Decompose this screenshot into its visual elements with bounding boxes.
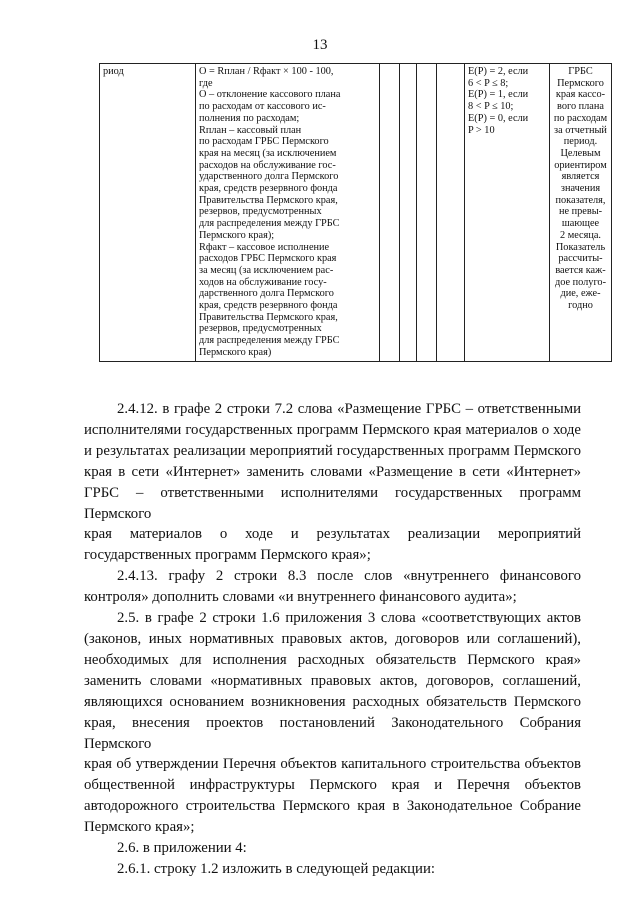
formula-line: Правительства Пермского края,	[199, 311, 338, 323]
note-line: за отчетный	[554, 124, 607, 136]
formula-line: дарственного долга Пермского	[199, 288, 334, 300]
empty-cell	[437, 64, 465, 362]
paragraph	[84, 566, 581, 608]
formula-line: края, средств резервного фонда	[199, 300, 338, 312]
formula-line: резервов, предусмотренных	[199, 323, 322, 335]
empty-cell	[380, 64, 400, 362]
formula-line: O – отклонение кассового плана	[199, 89, 341, 101]
formula-line: O = Rплан / Rфакт × 100 - 100,	[199, 66, 334, 77]
note-line: 2 месяца.	[559, 229, 602, 241]
note-line: по расходам	[553, 112, 608, 124]
table-row	[100, 64, 612, 362]
score-line: P > 10	[468, 124, 495, 136]
score-line: E(P) = 2, если	[468, 66, 529, 77]
note-line: края кассо-	[555, 89, 606, 101]
note-line: годно	[568, 300, 593, 312]
period-text: риод	[103, 66, 124, 77]
formula-line: по расходам от кассового ис-	[199, 101, 326, 113]
paragraph-line: края, внесения проектов постановлений Законодательного Собрания Пермского	[84, 714, 581, 752]
score-line: 6 < P ≤ 8;	[468, 77, 509, 89]
note-line: является	[561, 171, 600, 183]
formula-line: расходов на обслуживание гос-	[199, 159, 336, 171]
page-number: 13	[312, 37, 328, 53]
score-line: E(P) = 1, если	[468, 89, 529, 101]
formula-line: Rплан – кассовый план	[199, 124, 302, 136]
paragraph-line: заменить словами «нормативных правовых актов, договоров, соглашений,	[84, 672, 581, 689]
note-line: дие, еже-	[560, 288, 601, 300]
formula-line: расходов ГРБС Пермского края	[199, 253, 337, 265]
empty-cell	[417, 64, 437, 362]
note-line: ориентиром	[554, 159, 607, 171]
note-line: не превы-	[558, 206, 603, 218]
formula-line: ходов на обслуживание госу-	[199, 276, 327, 288]
formula-line: полнения по расходам;	[199, 112, 300, 124]
note-line: вого плана	[557, 101, 604, 113]
paragraph	[84, 859, 581, 880]
paragraph-line: 2.6. в приложении 4:	[117, 840, 247, 857]
formula-line: Пермского края)	[199, 346, 272, 358]
formula-line: края на месяц (за исключением	[199, 147, 337, 159]
paragraph-line: 2.4.13. графу 2 строки 8.3 после слов «внутреннего финансового	[117, 568, 581, 585]
note-line: шающее	[561, 218, 600, 230]
paragraph-line: необходимых для исполнения расходных обязательств Пермского края»	[84, 651, 581, 668]
paragraph	[84, 608, 581, 838]
paragraph-line: 2.4.12. в графе 2 строки 7.2 слова «Размещение ГРБС – ответственными	[117, 401, 581, 417]
paragraph-line: края об утверждении Перечня объектов капитального строительства объектов	[84, 756, 581, 773]
note-line: Целевым	[560, 147, 601, 159]
paragraph-line: Пермского края»;	[84, 819, 195, 836]
note-line: значения	[560, 183, 601, 195]
note-line: период.	[563, 136, 598, 148]
paragraph-line: и результатах реализации мероприятий государственных программ Пермского	[84, 442, 581, 459]
formula-line: для распределения между ГРБС	[199, 335, 340, 347]
note-line: Пермского	[557, 77, 604, 89]
paragraph-line: (законов, иных нормативных правовых актов, договоров или соглашений),	[84, 630, 581, 647]
formula-cell	[196, 64, 380, 362]
paragraph-line: ГРБС – ответственными исполнителями государственных программ Пермского	[84, 484, 581, 522]
note-line: Показатель	[555, 241, 606, 253]
note-line: вается каж-	[555, 264, 606, 276]
note-line: показателя,	[555, 194, 606, 206]
note-line: дое полуго-	[554, 276, 606, 288]
paragraph-line: края в сети «Интернет» заменить словами «Размещение в сети «Интернет»	[84, 463, 581, 480]
paragraph-line: 2.6.1. строку 1.2 изложить в следующей редакции:	[117, 860, 436, 877]
paragraph-line: являющихся основанием возникновения расходных обязательств Пермского	[84, 693, 581, 710]
score-line: 8 < P ≤ 10;	[468, 101, 514, 113]
paragraph	[84, 838, 581, 859]
note-cell	[550, 64, 612, 362]
note-line: ГРБС	[568, 66, 593, 77]
paragraph-line: общественной инфраструктуры Пермского края и Перечня объектов	[84, 777, 581, 794]
score-line: E(P) = 0, если	[468, 112, 529, 124]
formula-line: края, средств резервного фонда	[199, 183, 338, 195]
formula-line: для распределения между ГРБС	[199, 218, 340, 230]
paragraph-line: края материалов о ходе и результатах реализации мероприятий	[84, 526, 581, 543]
formula-line: Пермского края);	[199, 229, 275, 241]
paragraph	[84, 399, 581, 566]
formula-line: где	[199, 77, 213, 89]
document-body	[84, 399, 581, 880]
formula-line: Правительства Пермского края,	[199, 194, 338, 206]
formula-line: резервов, предусмотренных	[199, 206, 322, 218]
period-cell	[100, 64, 196, 362]
paragraph-line: государственных программ Пермского края»;	[84, 547, 371, 564]
paragraph-line: исполнителями государственных программ Пермского края материалов о ходе	[84, 421, 581, 438]
formula-line: ударственного долга Пермского	[199, 171, 339, 183]
paragraph-line: автодорожного строительства Пермского края в Законодательное Собрание	[84, 798, 581, 815]
note-line: рассчиты-	[558, 253, 603, 265]
score-cell	[465, 64, 550, 362]
formula-line: по расходам ГРБС Пермского	[199, 136, 329, 148]
formula-line: за месяц (за исключением рас-	[199, 264, 334, 276]
empty-cell	[400, 64, 417, 362]
formula-line: Rфакт – кассовое исполнение	[199, 241, 330, 253]
paragraph-line: контроля» дополнить словами «и внутреннего финансового аудита»;	[84, 589, 517, 606]
indicator-table	[99, 63, 612, 362]
paragraph-line: 2.5. в графе 2 строки 1.6 приложения 3 слова «соответствующих актов	[117, 610, 581, 627]
